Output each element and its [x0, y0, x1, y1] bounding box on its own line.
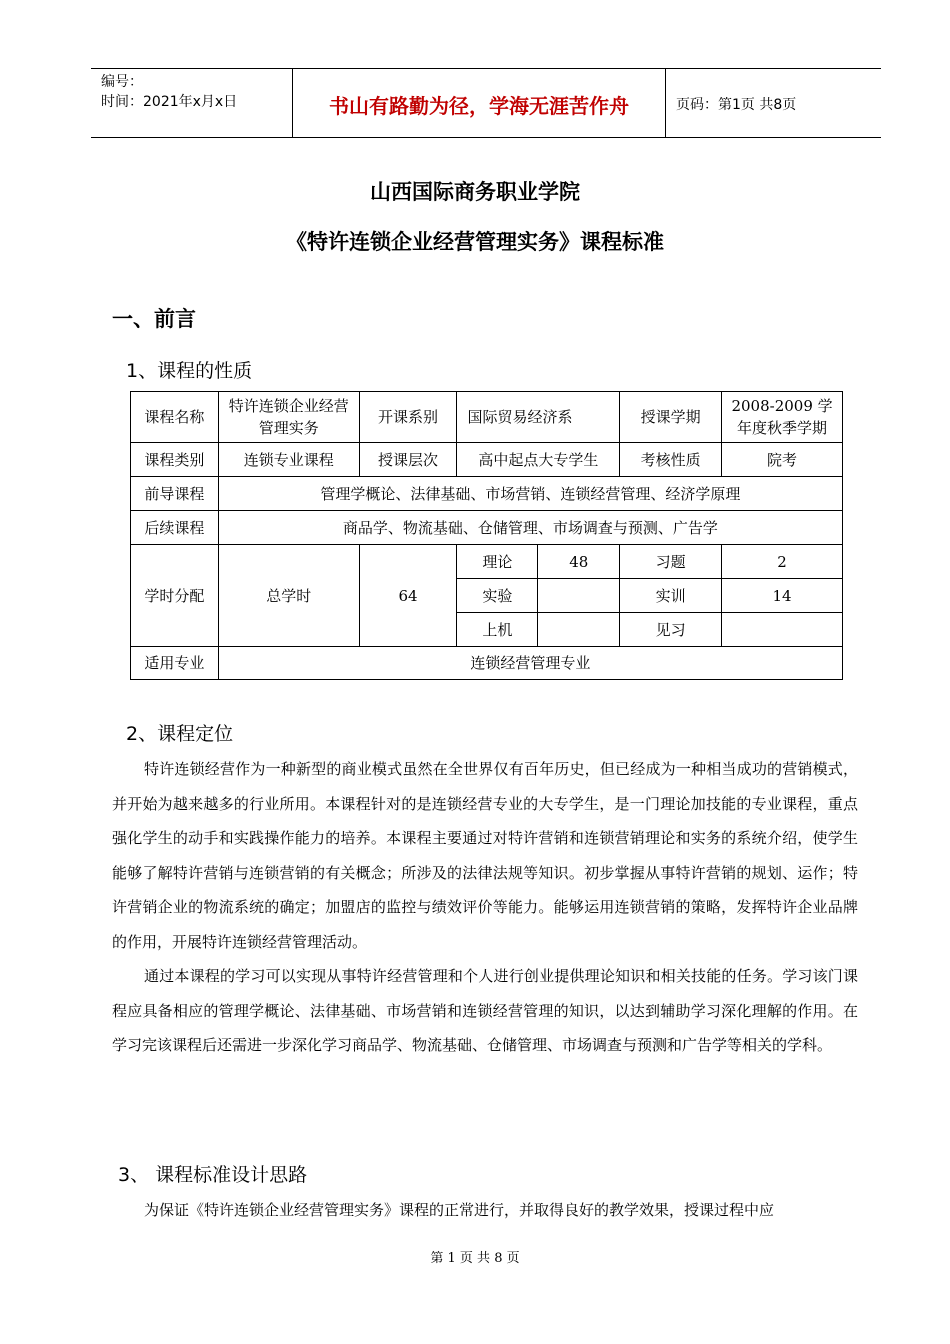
table-cell [538, 579, 620, 613]
subheading-design-approach: 3、 课程标准设计思路 [118, 1164, 308, 1186]
table-cell: 开课系别 [359, 392, 457, 443]
table-cell: 实验 [457, 579, 538, 613]
table-cell: 习题 [620, 545, 722, 579]
table-cell: 学时分配 [131, 545, 219, 647]
table-cell: 授课层次 [359, 443, 457, 477]
table-cell: 连锁专业课程 [218, 443, 359, 477]
table-cell: 2 [722, 545, 843, 579]
table-cell: 2008-2009 学年度秋季学期 [722, 392, 843, 443]
page-footer: 第 1 页 共 8 页 [430, 1251, 520, 1266]
table-cell: 院考 [722, 443, 843, 477]
table-cell: 管理学概论、法律基础、市场营销、连锁经营管理、经济学原理 [218, 477, 842, 511]
subheading-course-positioning: 2、课程定位 [126, 723, 234, 745]
course-info-table [130, 391, 843, 680]
table-cell: 64 [359, 545, 457, 647]
table-cell: 实训 [620, 579, 722, 613]
header-page-cell [666, 69, 881, 137]
paragraph: 为保证《特许连锁企业经营管理实务》课程的正常进行，并取得良好的教学效果，授课过程中应 [144, 1201, 775, 1219]
body-text-positioning [112, 752, 858, 1063]
header-meta-cell [91, 69, 293, 137]
table-cell: 课程名称 [131, 392, 219, 443]
table-cell: 国际贸易经济系 [457, 392, 620, 443]
body-text-design [112, 1194, 858, 1226]
table-row [131, 392, 843, 443]
table-cell: 适用专业 [131, 647, 219, 680]
table-cell: 课程类别 [131, 443, 219, 477]
table-cell: 考核性质 [620, 443, 722, 477]
paragraph: 通过本课程的学习可以实现从事特许经营管理和个人进行创业提供理论知识和相关技能的任务。学习该门课程应具备相应的管理学概论、法律基础、市场营销和连锁经营管理的知识，以达到辅助学习深化理解的作用。在学习完该课程后还需进一步深化学习商品学、物流基础、仓储管理、市场调查与预测和广告学等相关的学科。 [112, 967, 858, 1054]
table-cell: 见习 [620, 613, 722, 647]
table-cell: 授课学期 [620, 392, 722, 443]
table-cell: 理论 [457, 545, 538, 579]
table-cell: 上机 [457, 613, 538, 647]
header-motto-cell [293, 69, 666, 137]
subheading-course-nature: 1、课程的性质 [126, 360, 253, 382]
table-cell: 商品学、物流基础、仓储管理、市场调查与预测、广告学 [218, 511, 842, 545]
table-row [131, 647, 843, 680]
table-cell: 48 [538, 545, 620, 579]
table-cell: 特许连锁企业经营管理实务 [218, 392, 359, 443]
table-cell: 前导课程 [131, 477, 219, 511]
header-page-info: 页码：第1页 共8页 [676, 97, 797, 113]
table-row [131, 511, 843, 545]
table-cell: 后续课程 [131, 511, 219, 545]
table-cell: 总学时 [218, 545, 359, 647]
paragraph: 特许连锁经营作为一种新型的商业模式虽然在全世界仅有百年历史，但已经成为一种相当成功的营销模式，并开始为越来越多的行业所用。本课程针对的是连锁经营专业的大专学生，是一门理论加技能的专业课程，重点强化学生的动手和实践操作能力的培养。本课程主要通过对特许营销和连锁营销理论和实务的系统介绍，使学生能够了解特许营销与连锁营销的有关概念；所涉及的法律法规等知识。初步掌握从事特许营销的规划、运作；特许营销企业的物流系统的确定；加盟店的监控与绩效评价等能力。能够运用连锁营销的策略，发挥特许企业品牌的作用，开展特许连锁经营管理活动。 [112, 760, 858, 951]
table-cell: 连锁经营管理专业 [218, 647, 842, 680]
table-cell: 高中起点大专学生 [457, 443, 620, 477]
table-row [131, 477, 843, 511]
document-number: 编号： [101, 74, 143, 90]
page-header [91, 68, 881, 138]
section-heading-preface: 一、前言 [112, 307, 196, 331]
header-motto: 书山有路勤为径，学海无涯苦作舟 [329, 94, 629, 118]
table-row [131, 545, 843, 579]
table-cell [538, 613, 620, 647]
course-standard-title: 《特许连锁企业经营管理实务》课程标准 [286, 230, 664, 254]
table-cell: 14 [722, 579, 843, 613]
table-row [131, 443, 843, 477]
table-cell [722, 613, 843, 647]
school-title: 山西国际商务职业学院 [370, 180, 580, 204]
document-time: 时间：2021年x月x日 [101, 94, 238, 110]
